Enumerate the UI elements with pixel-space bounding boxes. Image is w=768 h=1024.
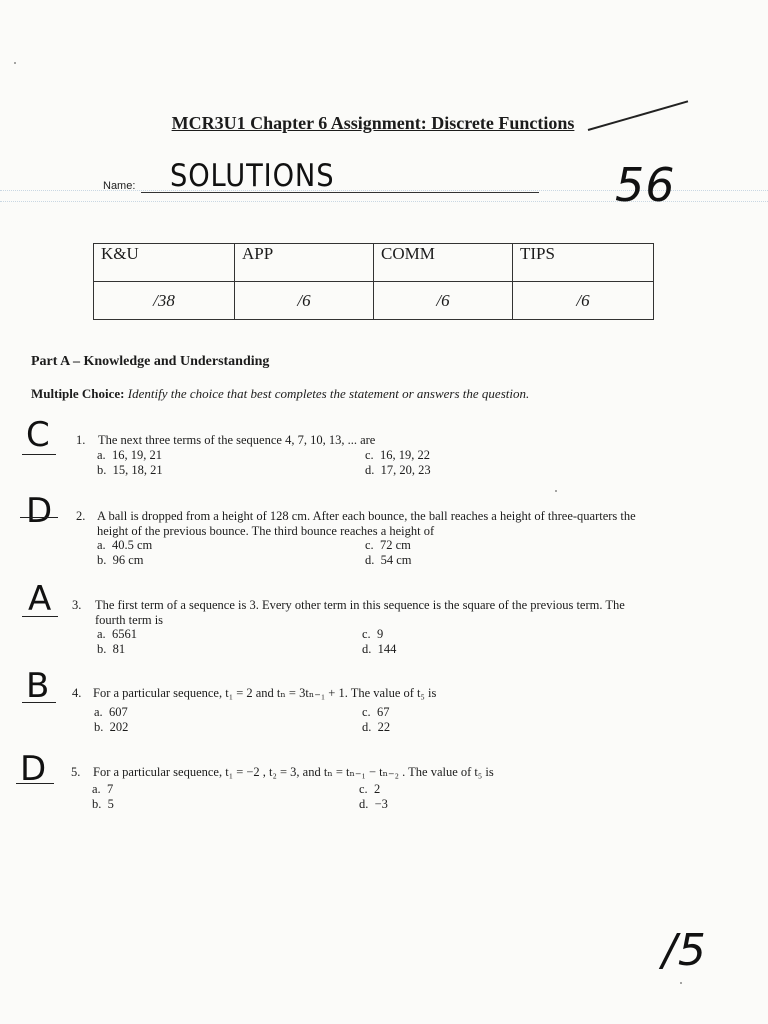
option-b[interactable] [92,797,114,812]
option-a[interactable] [97,448,162,463]
question-number: 3. [72,598,82,612]
option-letter: d. [365,463,375,477]
answer-line [22,616,58,617]
question-stem-line: The next three terms of the sequence 4, 7, 10, 13, ... are [98,433,376,447]
option-text: 22 [377,720,391,734]
option-d[interactable] [359,797,388,812]
option-b[interactable] [97,463,163,478]
option-text: 16, 19, 22 [379,448,430,462]
option-letter: b. [97,553,107,567]
option-b[interactable] [97,553,144,568]
question-stem-line: height of the previous bounce. The third bounce reaches a height of [97,524,435,538]
option-text: 81 [112,642,126,656]
option-letter: b. [97,463,107,477]
option-text: 7 [106,782,114,796]
option-letter: d. [362,642,372,656]
marks-total-cell: /38 [94,282,235,320]
question-number: 5. [71,765,81,779]
option-text: 607 [108,705,128,719]
answer-line [22,454,56,455]
option-letter: a. [97,448,106,462]
option-text: 202 [109,720,129,734]
mc-instruction: Identify the choice that best completes the statement or answers the question. [127,386,530,401]
option-d[interactable] [365,553,412,568]
question-stem-line: The first term of a sequence is 3. Every other term in this sequence is the square of the previous term. The [95,598,625,612]
option-c[interactable] [365,538,411,553]
question-stem-line: fourth term is [95,613,164,627]
option-letter: d. [359,797,369,811]
option-letter: b. [97,642,107,656]
option-letter: b. [94,720,104,734]
option-text: 72 cm [379,538,411,552]
option-text: 16, 19, 21 [111,448,162,462]
option-text: 40.5 cm [111,538,153,552]
name-field[interactable]: SOLUTIONS [170,158,335,194]
page-score: /5 [662,925,707,976]
option-text: 96 cm [112,553,144,567]
answer-line [22,702,56,703]
option-d[interactable] [362,642,396,657]
option-b[interactable] [94,720,128,735]
answer-mark: B [26,666,51,706]
question-stem-line: For a particular sequence, t₁ = 2 and tₙ = 3tₙ₋₁ + 1. The value of t₅ is [93,686,437,700]
question-stem-line: A ball is dropped from a height of 128 cm. After each bounce, the ball reaches a height of three-quarters the [97,509,636,523]
scan-speck [680,982,682,984]
option-a[interactable] [92,782,113,797]
option-letter: b. [92,797,102,811]
mc-label: Multiple Choice: [31,386,125,401]
option-letter: c. [359,782,368,796]
question-stem-line: For a particular sequence, t₁ = −2 , t₂ = 3, and tₙ = tₙ₋₁ − tₙ₋₂ . The value of t₅ is [93,765,494,779]
scan-speck [14,62,16,64]
option-a[interactable] [97,538,152,553]
marks-total-cell: /6 [513,282,654,320]
marks-header-cell: K&U [94,244,235,282]
option-text: 2 [373,782,381,796]
option-letter: c. [362,627,371,641]
question-number: 2. [76,509,86,523]
assignment-title: MCR3U1 Chapter 6 Assignment: Discrete Functions [171,113,575,133]
part-heading: Part A – Knowledge and Understanding [31,354,270,369]
marks-total-cell: /6 [235,282,374,320]
option-letter: c. [365,538,374,552]
marks-header-row [94,244,654,282]
total-score: 56 [615,158,676,212]
marks-header-cell: TIPS [513,244,654,282]
option-a[interactable] [97,627,137,642]
marks-table [93,243,654,320]
option-text: 5 [107,797,114,811]
option-letter: c. [362,705,371,719]
answer-mark: D [20,749,48,789]
option-text: −3 [374,797,388,811]
question-number: 1. [76,433,86,447]
option-c[interactable] [359,782,380,797]
option-letter: a. [92,782,101,796]
option-c[interactable] [365,448,430,463]
mc-instruction-line [31,386,529,402]
scan-speck [555,490,557,492]
option-a[interactable] [94,705,128,720]
question-number: 4. [72,686,82,700]
option-c[interactable] [362,705,389,720]
option-d[interactable] [365,463,431,478]
option-text: 6561 [111,627,137,641]
option-d[interactable] [362,720,390,735]
option-letter: a. [97,627,106,641]
name-label: Name: [103,180,136,192]
option-letter: c. [365,448,374,462]
answer-line [16,783,54,784]
option-letter: d. [362,720,372,734]
option-letter: d. [365,553,375,567]
marks-total-row [94,282,654,320]
answer-line [20,517,58,518]
marks-header-cell: APP [235,244,374,282]
option-text: 17, 20, 23 [380,463,431,477]
option-text: 67 [376,705,390,719]
option-text: 54 cm [380,553,412,567]
answer-mark: A [28,579,53,619]
option-text: 9 [376,627,384,641]
answer-mark: D [26,491,54,531]
option-c[interactable] [362,627,383,642]
option-b[interactable] [97,642,125,657]
marks-header-cell: COMM [374,244,513,282]
option-text: 15, 18, 21 [112,463,163,477]
option-letter: a. [97,538,106,552]
option-letter: a. [94,705,103,719]
answer-mark: C [26,415,51,455]
option-text: 144 [377,642,397,656]
marks-total-cell: /6 [374,282,513,320]
